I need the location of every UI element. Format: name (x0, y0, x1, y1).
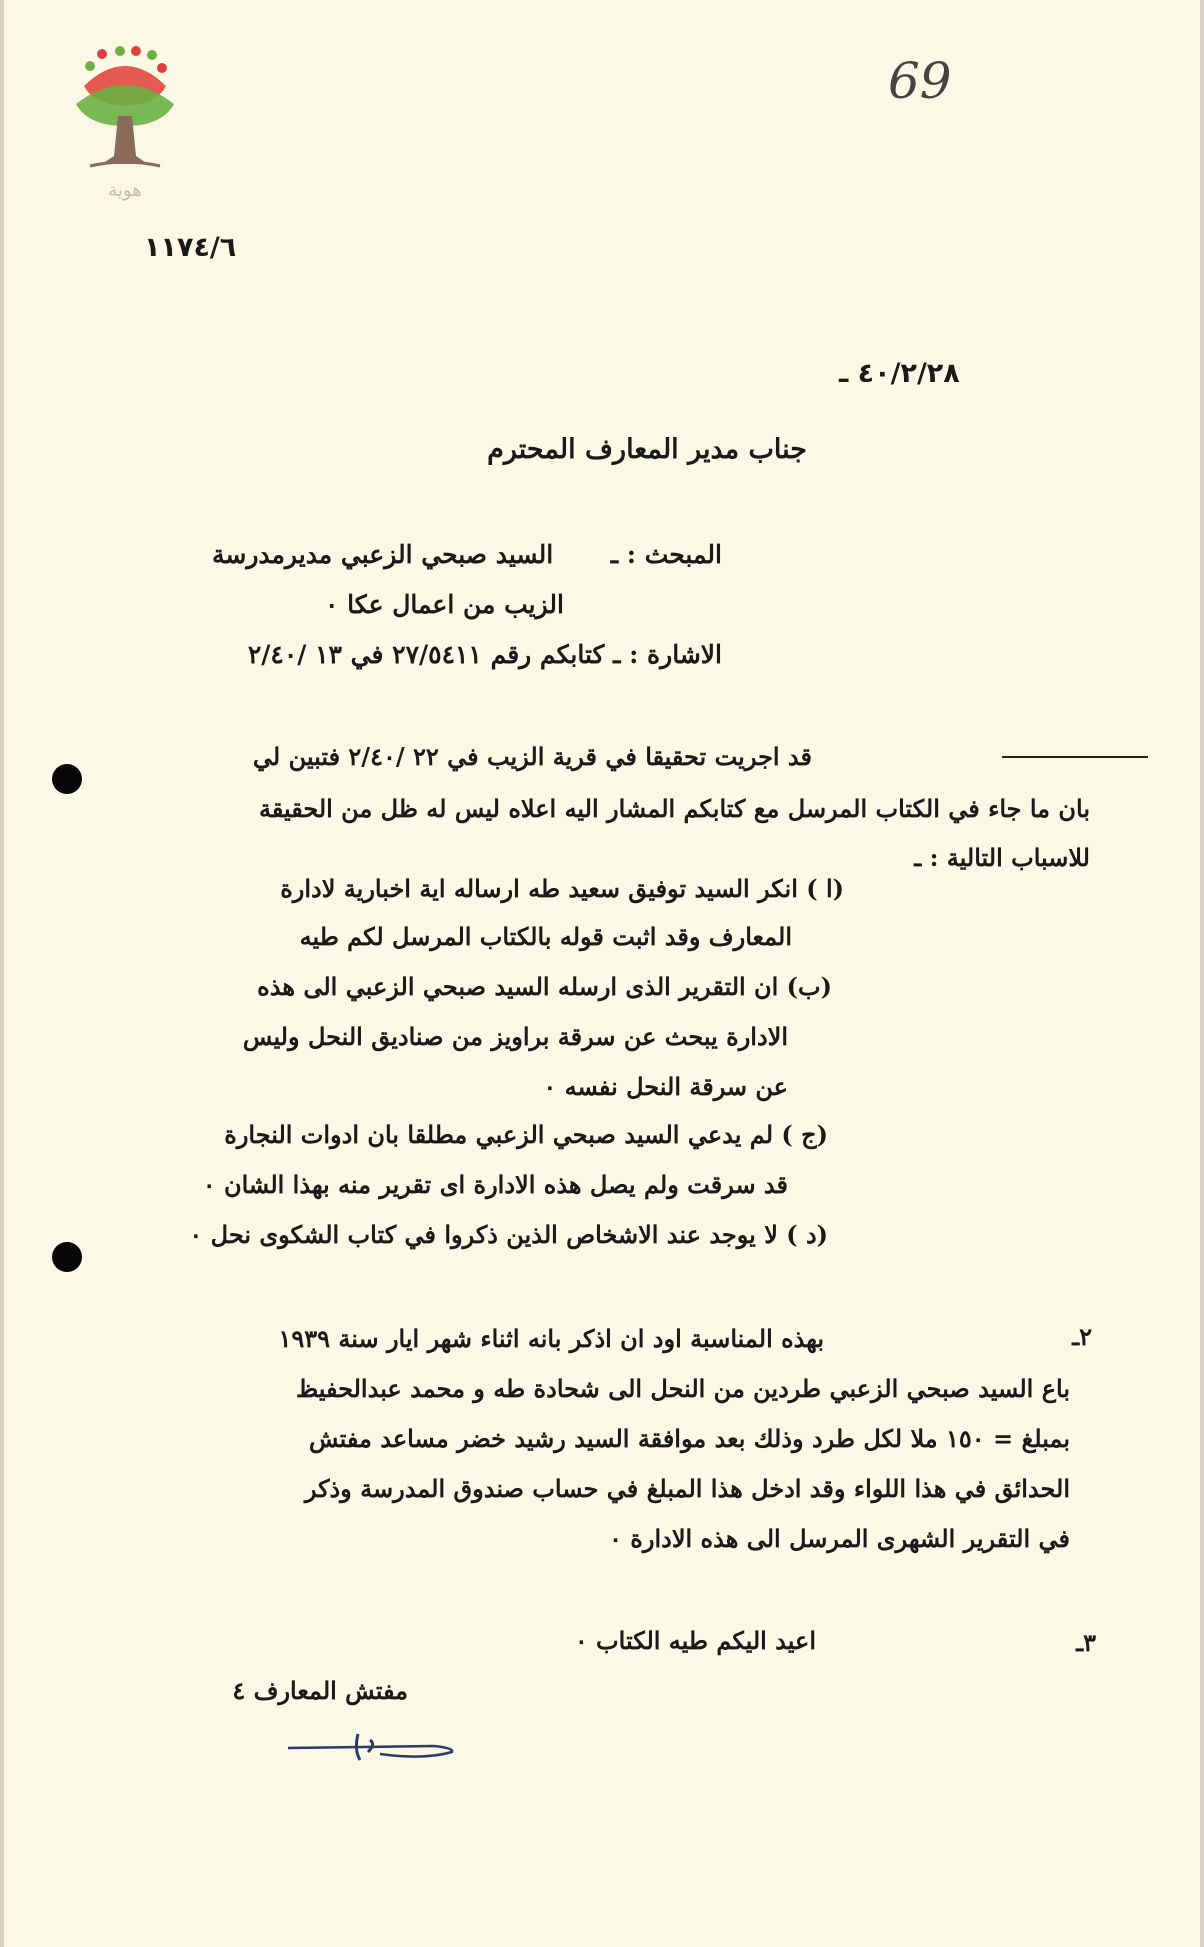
reference-number: ١١٧٤/٦ (144, 232, 237, 263)
para2-line-2: باع السيد صبحي الزعبي طردين من النحل الى شحادة طه و محمد عبدالحفيظ (295, 1374, 1070, 1403)
letter-date: ٤٠/٢/٢٨ ـ (839, 358, 960, 389)
signatory-title: مفتش المعارف ٤ (232, 1676, 408, 1705)
subject-line-2: الزيب من اعمال عكا ٠ (325, 590, 564, 619)
subject-line-1: السيد صبحي الزعبي مديرمدرسة (212, 540, 554, 569)
signature-mark (284, 1730, 464, 1766)
para1-line-1: قد اجريت تحقيقا في قرية الزيب في ٢٢ /٢/٤٠ فتبين لي (252, 742, 812, 771)
para2-line-4: الحدائق في هذا اللواء وقد ادخل هذا المبلغ في حساب صندوق المدرسة وذكر (304, 1474, 1070, 1503)
punch-hole-bottom (52, 1242, 82, 1272)
para1-line-2: بان ما جاء في الكتاب المرسل مع كتابكم المشار اليه اعلاه ليس له ظل من الحقيقة (258, 794, 1090, 823)
item-b-line-1: (ب) ان التقرير الذى ارسله السيد صبحي الزعبي الى هذه (257, 972, 832, 1001)
item-a-line-1: (ا ) انكر السيد توفيق سعيد طه ارساله اية اخبارية لادارة (280, 874, 844, 903)
item-a-line-2: المعارف وقد اثبت قوله بالكتاب المرسل لكم طيه (299, 922, 792, 951)
item-b-line-2: الادارة يبحث عن سرقة براويز من صناديق النحل وليس (242, 1022, 788, 1051)
para3-line: اعيد اليكم طيه الكتاب ٠ (574, 1626, 816, 1655)
item-b-line-3: عن سرقة النحل نفسه ٠ (543, 1072, 788, 1101)
subject-label: المبحث : ـ (610, 540, 722, 569)
item-c-line-1: (ج ) لم يدعي السيد صبحي الزعبي مطلقا بان ادوات النجارة (224, 1120, 828, 1149)
tree-logo-icon (62, 46, 188, 256)
para2-line-3: بمبلغ = ١٥٠ ملا لكل طرد وذلك بعد موافقة السيد رشيد خضر مساعد مفتش (309, 1424, 1070, 1453)
svg-text:هوية: هوية (108, 180, 142, 201)
para2-number: ٢ـ (1072, 1322, 1092, 1351)
item-c-line-2: قد سرقت ولم يصل هذه الادارة اى تقرير منه بهذا الشان ٠ (202, 1170, 788, 1199)
para3-number: ٣ـ (1076, 1628, 1096, 1657)
punch-hole-top (52, 764, 82, 794)
para2-line-1: بهذه المناسبة اود ان اذكر بانه اثناء شهر ايار سنة ١٩٣٩ (278, 1324, 824, 1353)
page-number: 69 (888, 52, 952, 110)
para2-line-5: في التقرير الشهرى المرسل الى هذه الادارة ٠ (609, 1524, 1070, 1553)
paragraph-rule (1002, 756, 1148, 758)
item-d-line-1: (د ) لا يوجد عند الاشخاص الذين ذكروا في كتاب الشكوى نحل ٠ (189, 1220, 828, 1249)
para1-line-3: للاسباب التالية : ـ (914, 843, 1090, 872)
date-value: ٤٠/٢/٢٨ (857, 358, 960, 389)
addressee: جناب مدير المعارف المحترم (487, 434, 807, 465)
reference-line: الاشارة : ـ كتابكم رقم ٢٧/٥٤١١ في ١٣ /٢/٤٠ (247, 640, 722, 669)
